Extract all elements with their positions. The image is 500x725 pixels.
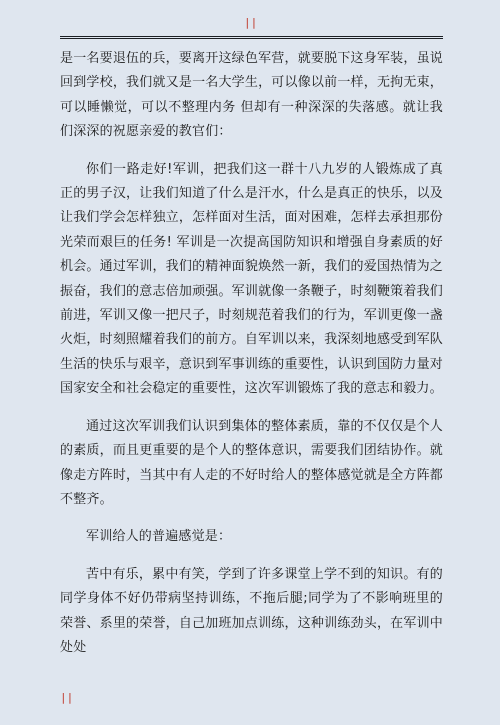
footer-mark: || (60, 691, 74, 704)
header-rule-secondary (60, 38, 443, 39)
paragraph-1: 是一名要退伍的兵，要离开这绿色军营，就要脱下这身军装，虽说回到学校，我们就又是一名大学生，可以像以前一样，无拘无束，可以睡懒觉，可以不整理内务 但却有一种深深的失落感。就让我们深深的祝愿亲爱的教官们： (60, 51, 443, 140)
header-mark: || (244, 16, 258, 29)
paragraph-2: 你们一路走好!军训，把我们这一群十八九岁的人锻炼成了真正的男子汉，让我们知道了什么是汗水，什么是真正的快乐，以及让我们学会怎样独立，怎样面对生活，面对困难，怎样去承担那份光荣而艰巨的任务! 军训是一次提高国防知识和增强自身素质的好机会。通过军训，我们的精神面貌焕然一新，我们的爱国热情为之振奋，我们的意志倍加顽强。军训就像一条鞭子，时刻鞭策着我们前进，军训又像一把尺子，时刻规范着我们的行为，军训更像一盏火炬，时刻照耀着我们的前方。自军训以来，我深刻地感受到军队生活的快乐与艰辛，意识到军事训练的重要性，认识到国防力量对国家安全和社会稳定的重要性，这次军训锻炼了我的意志和毅力。 (60, 161, 443, 397)
document-body (60, 47, 443, 660)
paragraph-4: 军训给人的普遍感觉是： (86, 529, 232, 545)
paragraph-5: 苦中有乐，累中有笑，学到了许多课堂上学不到的知识。有的同学身体不好仍带病坚持训练，不拖后腿;同学为了不影响班里的荣誉、系里的荣誉，自己加班加点训练，这种训练劲头，在军训中处处 (60, 566, 443, 655)
header-rule (60, 36, 443, 37)
paragraph-3: 通过这次军训我们认识到集体的整体素质，靠的不仅仅是个人的素质，而且更重要的是个人的整体意识，需要我们团结协作。就像走方阵时，当其中有人走的不好时给人的整体感觉就是全方阵都不整齐。 (60, 418, 443, 507)
